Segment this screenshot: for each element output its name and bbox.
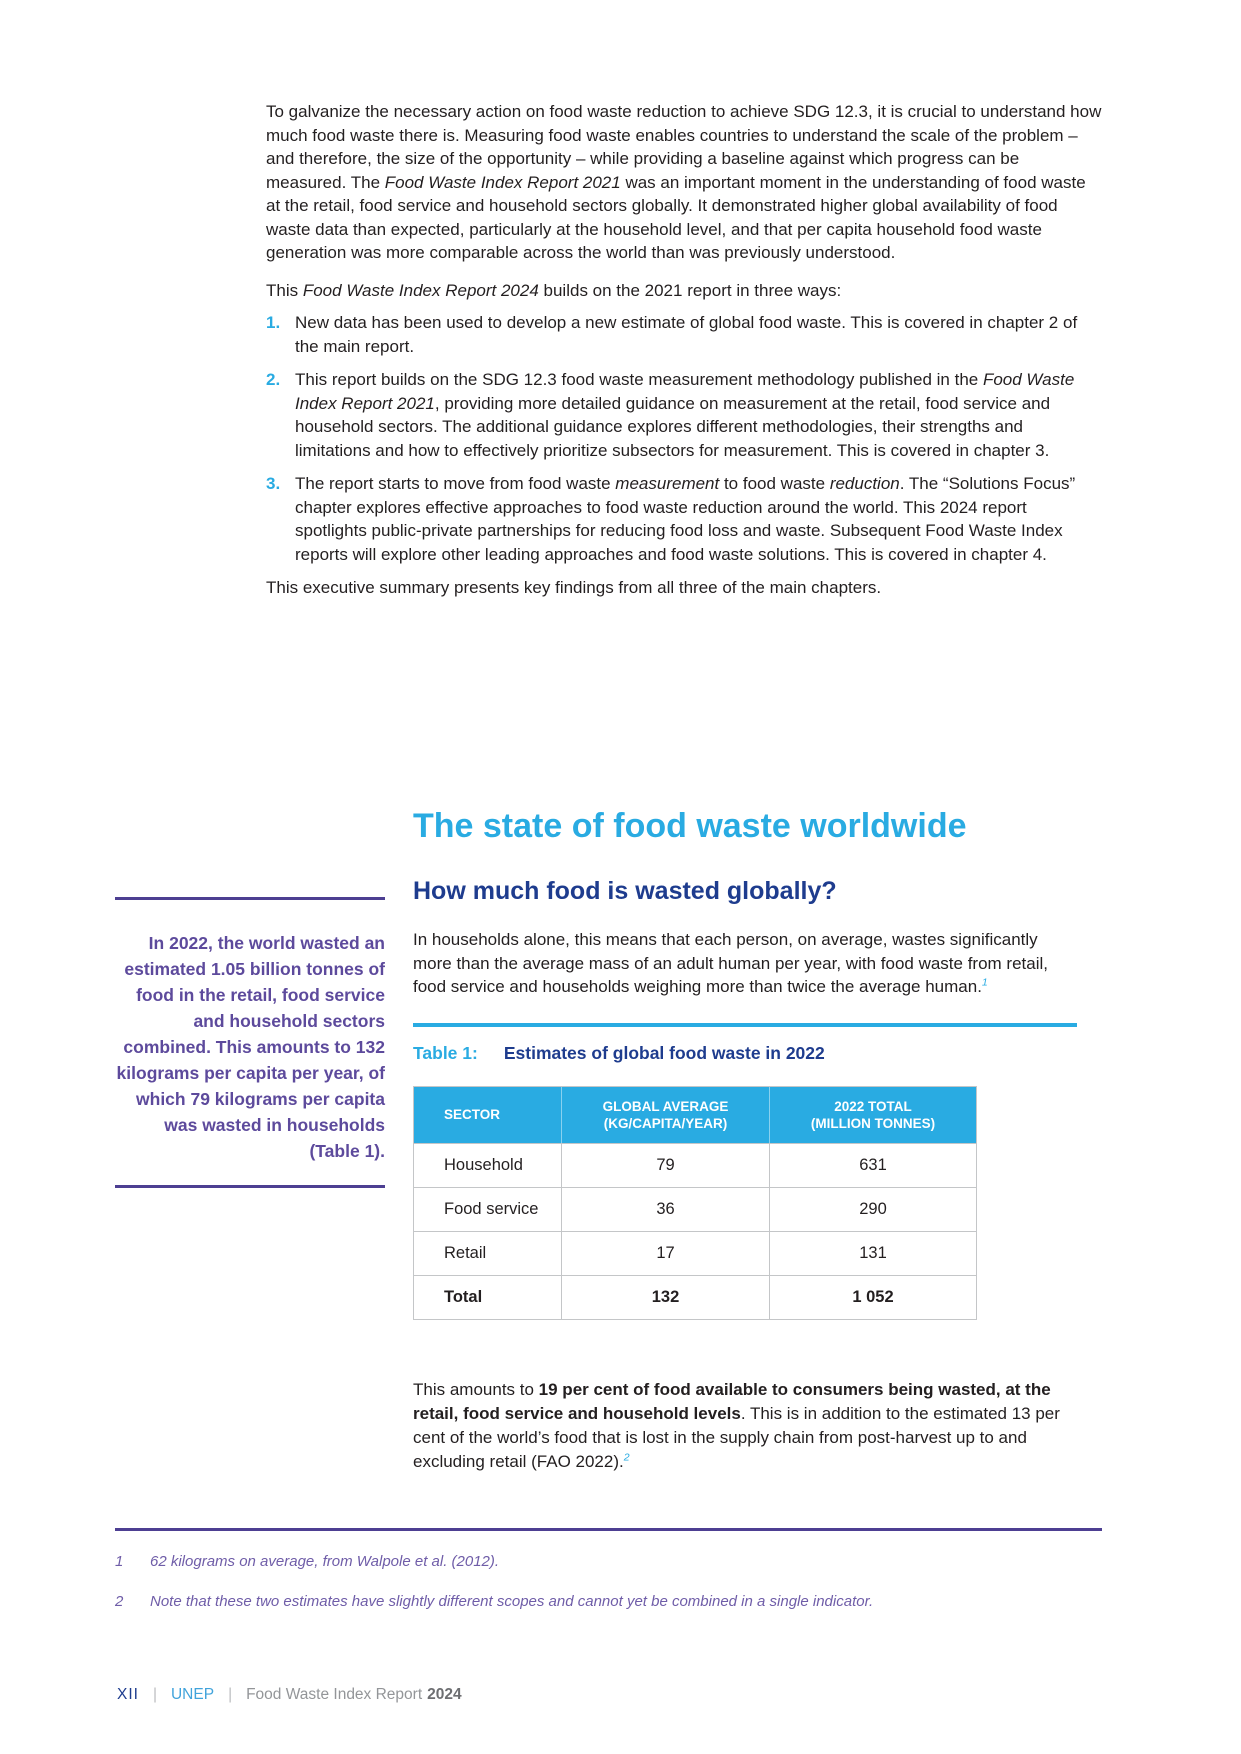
table-cell: 79 xyxy=(561,1144,769,1187)
table-header-row xyxy=(414,1087,976,1143)
table-cell: Retail xyxy=(444,1243,487,1262)
footer-org: UNEP xyxy=(170,1686,215,1703)
page-footer xyxy=(117,1686,462,1704)
table-cell: 17 xyxy=(561,1232,769,1275)
callout-bottom-rule xyxy=(115,1185,385,1188)
list-item xyxy=(266,311,1102,358)
intro-paragraph-2: This Food Waste Index Report 2024 builds on the 2021 report in three ways: xyxy=(266,280,842,300)
list-item-text: The report starts to move from food waste measurement to food waste reduction. The “Solutions Focus” chapter explores effective approaches to food waste reduction around the world. This 2024 report spotlights public-private partnerships for reducing food loss and waste. Subsequent Food Waste Index reports will explore other leading approaches and food waste solutions. This is covered in chapter 4. xyxy=(295,474,1076,564)
table-caption: Estimates of global food waste in 2022 xyxy=(503,1042,825,1063)
pull-quote-callout xyxy=(115,897,385,1188)
list-item xyxy=(266,368,1102,462)
callout-text: In 2022, the world wasted an estimated 1.05 billion tonnes of food in the retail, food service and household sectors combined. This amounts to 132 kilograms per capita per year, of which 79 kilograms per capita was wasted in households (Table 1). xyxy=(116,933,385,1161)
footnote-rule xyxy=(115,1528,1102,1531)
section-subtitle: How much food is wasted globally? xyxy=(413,877,837,905)
table-header-cell: GLOBAL AVERAGE (KG/CAPITA/YEAR) xyxy=(561,1087,769,1143)
list-item xyxy=(266,472,1102,566)
table-cell: Total xyxy=(444,1287,483,1306)
table-title xyxy=(413,1043,1077,1064)
table-header-cell: 2022 TOTAL (MILLION TONNES) xyxy=(769,1087,976,1143)
table-top-rule xyxy=(413,1023,1077,1027)
footnote-text: 62 kilograms on average, from Walpole et al. (2012). xyxy=(150,1553,500,1570)
list-item-number: 1. xyxy=(266,313,281,332)
footer-year: 2024 xyxy=(427,1686,462,1703)
main-section xyxy=(413,806,1077,1491)
footer-report-title: Food Waste Index Report xyxy=(246,1686,423,1703)
intro-paragraph-3: This executive summary presents key findings from all three of the main chapters. xyxy=(266,578,882,597)
table-row xyxy=(414,1275,976,1319)
footnotes xyxy=(115,1552,1102,1632)
list-item-number: 2. xyxy=(266,370,281,389)
callout-top-rule xyxy=(115,897,385,900)
footnote-marker: 2 xyxy=(115,1593,124,1610)
table-header-cell: SECTOR xyxy=(444,1107,501,1122)
table-cell: 1 052 xyxy=(769,1276,976,1319)
table-label: Table 1: xyxy=(413,1042,478,1063)
table-cell: 132 xyxy=(561,1276,769,1319)
list-item-text: New data has been used to develop a new estimate of global food waste. This is covered in chapter 2 of the main report. xyxy=(295,313,1078,356)
table-cell: Household xyxy=(444,1155,523,1174)
list-item-text: This report builds on the SDG 12.3 food waste measurement methodology published in the Food Waste Index Report 2021, providing more detailed guidance on measurement at the retail, food service and household sectors. The additional guidance explores different methodologies, their strengths and limitations and how to effectively prioritize subsectors for measurement. This is covered in chapter 3. xyxy=(295,370,1075,460)
intro-paragraph-1: To galvanize the necessary action on food waste reduction to achieve SDG 12.3, it is crucial to understand how much food waste there is. Measuring food waste enables countries to understand the scale of the problem – and therefore, the size of the opportunity – while providing a baseline against which progress can be measured. The Food Waste Index Report 2021 was an important moment in the understanding of food waste at the retail, food service and household sectors globally. It demonstrated higher global availability of food waste data than expected, particularly at the household level, and that per capita household food waste generation was more comparable across the world than was previously understood. xyxy=(266,102,1102,262)
table-cell: Food service xyxy=(444,1199,539,1218)
intro-list xyxy=(266,311,1102,566)
after-table-paragraph: This amounts to 19 per cent of food available to consumers being wasted, at the retail, food service and household levels. This is in addition to the estimated 13 per cent of the world’s food that is lost in the supply chain from post-harvest up to and excluding retail (FAO 2022).$^2$ xyxy=(413,1379,1060,1471)
footnote xyxy=(115,1552,1102,1571)
footnote xyxy=(115,1592,1102,1611)
table-cell: 631 xyxy=(769,1144,976,1187)
table-row xyxy=(414,1187,976,1231)
intro-section xyxy=(266,100,1102,614)
table-body xyxy=(414,1143,976,1319)
footer-separator: | xyxy=(228,1686,233,1703)
section-title: The state of food waste worldwide xyxy=(413,807,967,845)
list-item-number: 3. xyxy=(266,474,281,493)
food-waste-table xyxy=(413,1086,977,1320)
footnote-marker: 1 xyxy=(115,1553,124,1570)
page-number: XII xyxy=(117,1686,139,1703)
table-row xyxy=(414,1143,976,1187)
table-cell: 36 xyxy=(561,1188,769,1231)
table-cell: 131 xyxy=(769,1232,976,1275)
footnote-text: Note that these two estimates have slightly different scopes and cannot yet be combined in a single indicator. xyxy=(150,1593,874,1610)
table-cell: 290 xyxy=(769,1188,976,1231)
footer-separator: | xyxy=(152,1686,157,1703)
section-body-paragraph: In households alone, this means that each person, on average, wastes significantly more than the average mass of an adult human per year, with food waste from retail, food service and households weighing more than twice the average human.$^1$ xyxy=(413,930,1049,996)
table-row xyxy=(414,1231,976,1275)
